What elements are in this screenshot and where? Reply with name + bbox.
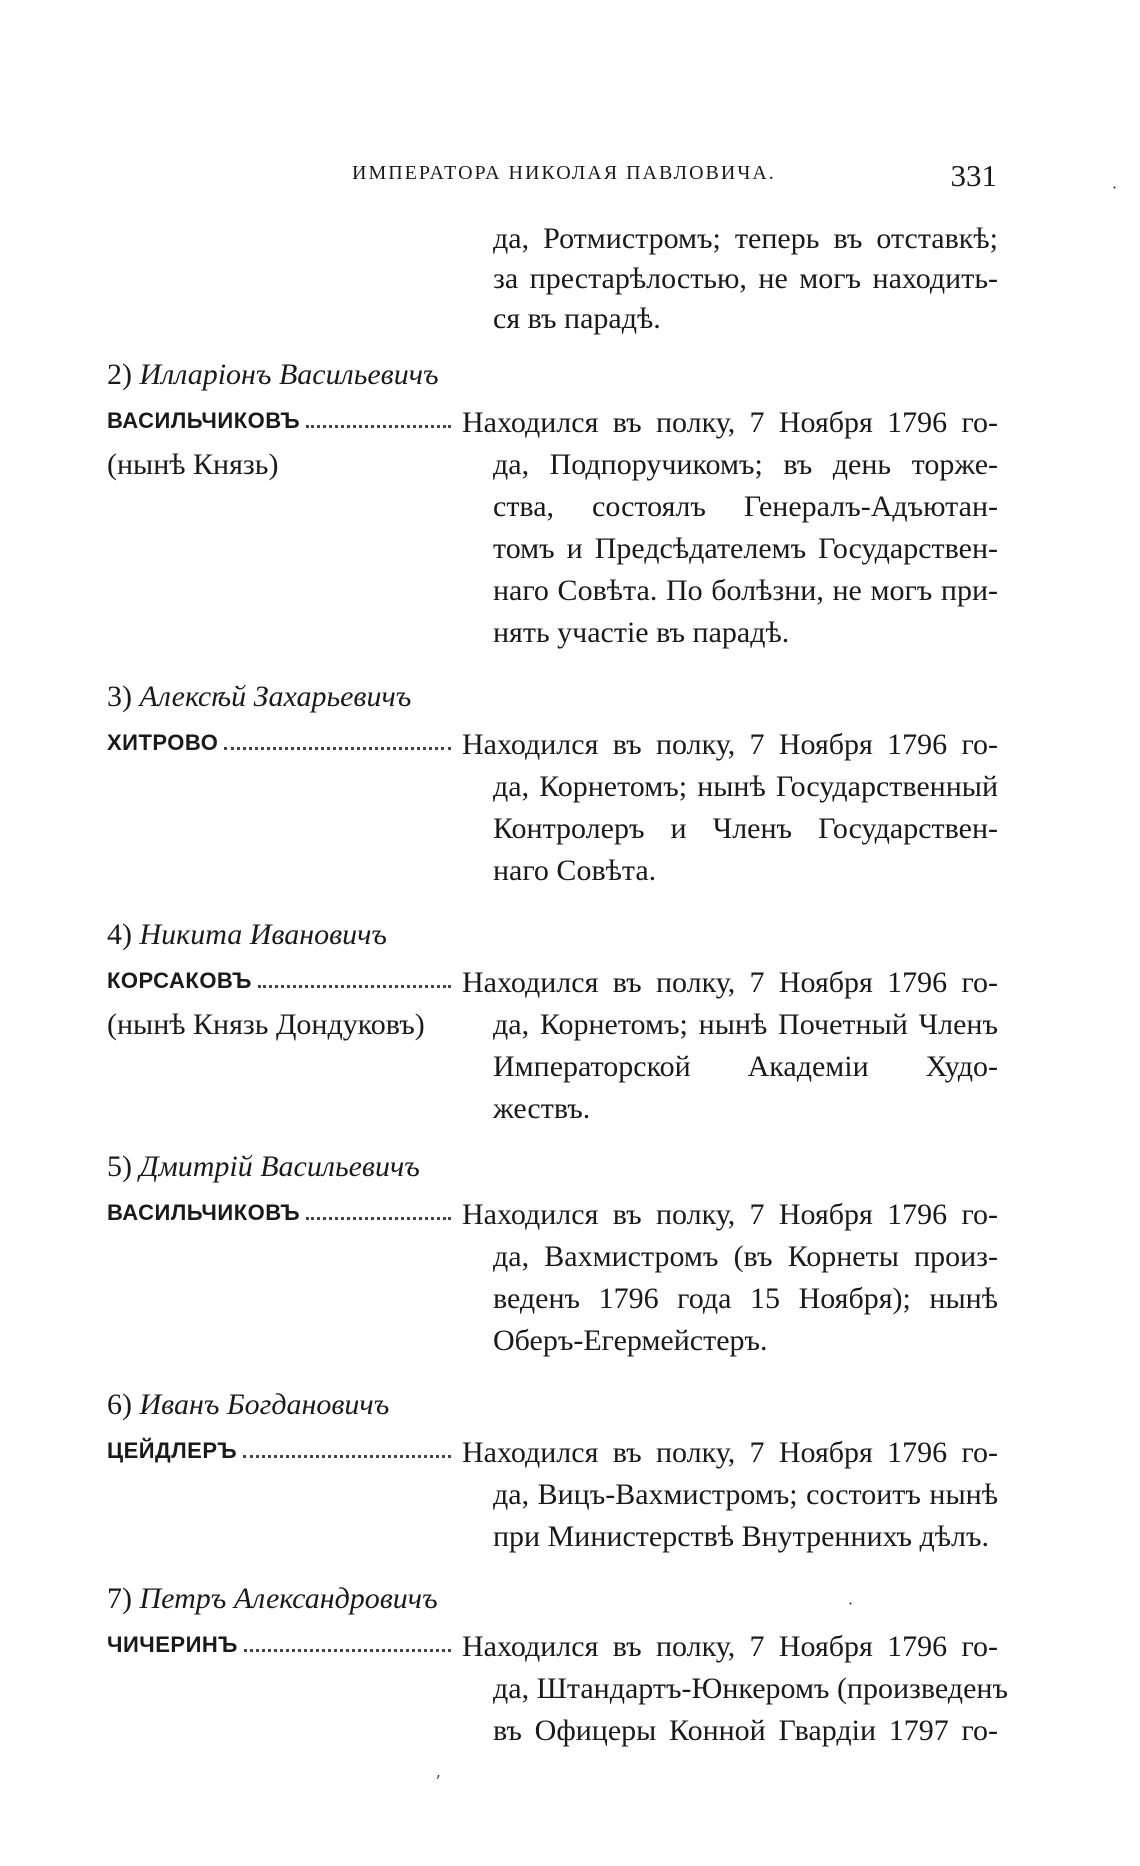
entry-surname: ВАСИЛЬЧИКОВЪ xyxy=(107,408,301,433)
entry-text-line: да, Подпоручикомъ; въ день торже- xyxy=(493,448,998,481)
entry-text-line: наго Совѣта. xyxy=(493,854,657,887)
entry-text-line: въ Офицеры Конной Гвардіи 1797 го- xyxy=(493,1714,998,1747)
dot-leader xyxy=(306,424,451,428)
entry-given-name: Петръ Александровичъ xyxy=(139,1582,438,1615)
entry-text-line: веденъ 1796 года 15 Ноября); нынѣ xyxy=(493,1282,998,1315)
entry-text-line: да, Корнетомъ; нынѣ Почетный Членъ xyxy=(493,1008,998,1041)
running-title: ИМПЕРАТОРА НИКОЛАЯ ПАВЛОВИЧА. xyxy=(352,162,776,184)
entry-text-line: ства, состоялъ Генералъ-Адъютан- xyxy=(493,490,998,523)
entry-surname-row xyxy=(107,1200,457,1228)
continuation-line: за престарѣлостью, не могъ находить- xyxy=(493,262,998,295)
entry-surname: ХИТРОВО xyxy=(107,730,219,755)
continuation-line: ся въ парадѣ. xyxy=(493,302,661,335)
entry-number: 3) xyxy=(107,680,132,713)
dot-leader xyxy=(244,1648,451,1652)
entry-text-line: Императорской Академіи Худо- xyxy=(493,1050,998,1083)
scan-speck: · xyxy=(848,1594,854,1613)
entry-note: (нынѣ Князь) xyxy=(107,448,279,481)
entry-text-line: наго Совѣта. По болѣзни, не могъ при- xyxy=(493,574,998,607)
entry-surname: КОРСАКОВЪ xyxy=(107,968,252,993)
entry-number: 7) xyxy=(107,1582,132,1615)
entry-surname-row xyxy=(107,1632,457,1660)
entry-text-line: жествъ. xyxy=(493,1092,591,1125)
continuation-line: да, Ротмистромъ; теперь въ отставкѣ; xyxy=(493,222,998,255)
entry-name xyxy=(107,918,387,952)
entry-text-line: Контролеръ и Членъ Государствен- xyxy=(493,812,998,845)
entry-number: 5) xyxy=(107,1150,132,1183)
dot-leader xyxy=(243,1454,451,1458)
entry-surname-row xyxy=(107,408,457,436)
dot-leader xyxy=(224,746,451,750)
entry-surname: ЦЕЙДЛЕРЪ xyxy=(107,1438,238,1463)
entry-text-line: Находился въ полку, 7 Ноября 1796 го- xyxy=(462,728,998,761)
entry-given-name: Дмитрій Васильевичъ xyxy=(139,1150,420,1183)
entry-text-line: при Министерствѣ Внутреннихъ дѣлъ. xyxy=(493,1520,989,1553)
scan-speck: · xyxy=(1112,178,1118,197)
entry-surname-row xyxy=(107,730,457,758)
entry-text-line: да, Вахмистромъ (въ Корнеты произ- xyxy=(493,1240,998,1273)
entry-surname-row xyxy=(107,1438,457,1466)
entry-text-line: Находился въ полку, 7 Ноября 1796 го- xyxy=(462,1198,998,1231)
dot-leader xyxy=(306,1216,451,1220)
entry-text-line: да, Корнетомъ; нынѣ Государственный xyxy=(493,770,998,803)
entry-text-line: да, Штандартъ-Юнкеромъ (произведенъ xyxy=(493,1672,1008,1705)
entry-name xyxy=(107,1582,438,1616)
entry-name xyxy=(107,358,439,392)
entry-text-line: Оберъ-Егермейстеръ. xyxy=(493,1324,768,1357)
entry-surname: ЧИЧЕРИНЪ xyxy=(107,1632,238,1657)
entry-surname: ВАСИЛЬЧИКОВЪ xyxy=(107,1200,301,1225)
entry-given-name: Никита Ивановичъ xyxy=(139,918,387,951)
entry-surname-row xyxy=(107,968,457,996)
entry-name xyxy=(107,1388,389,1422)
entry-given-name: Иванъ Богдановичъ xyxy=(139,1388,390,1421)
entry-note: (нынѣ Князь Дондуковъ) xyxy=(107,1008,425,1041)
entry-number: 2) xyxy=(107,358,132,391)
running-head xyxy=(0,158,1140,198)
entry-text-line: да, Вицъ-Вахмистромъ; состоитъ нынѣ xyxy=(493,1478,998,1511)
entry-given-name: Алексѣй Захарьевичъ xyxy=(139,680,412,713)
entry-text-line: Находился въ полку, 7 Ноября 1796 го- xyxy=(462,406,998,439)
entry-name xyxy=(107,1150,420,1184)
entry-text-line: Находился въ полку, 7 Ноября 1796 го- xyxy=(462,1630,998,1663)
entry-text-line: нять участіе въ парадѣ. xyxy=(493,616,790,649)
entry-text-line: томъ и Предсѣдателемъ Государствен- xyxy=(493,532,998,565)
entry-number: 4) xyxy=(107,918,132,951)
entry-text-line: Находился въ полку, 7 Ноября 1796 го- xyxy=(462,1436,998,1469)
page-number: 331 xyxy=(950,158,997,193)
entry-number: 6) xyxy=(107,1388,132,1421)
entry-given-name: Илларіонъ Васильевичъ xyxy=(139,358,439,391)
scan-speck: ʼ xyxy=(435,1772,441,1791)
entry-text-line: Находился въ полку, 7 Ноября 1796 го- xyxy=(462,966,998,999)
entry-name xyxy=(107,680,411,714)
dot-leader xyxy=(258,984,451,988)
